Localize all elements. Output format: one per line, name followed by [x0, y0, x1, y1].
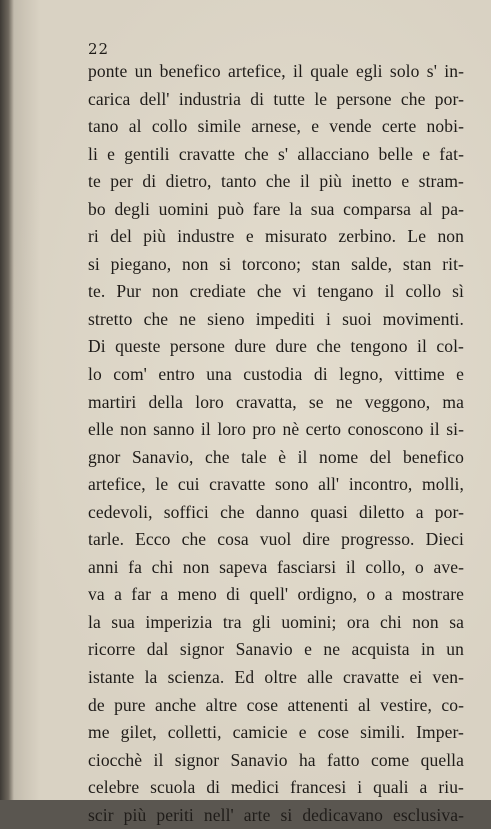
text-line: va a far a meno di quell' ordigno, o a mostrare — [88, 584, 464, 605]
body-text — [88, 58, 464, 829]
text-line: scir più periti nell' arte si dedicavano esclusiva- — [88, 804, 464, 825]
text-line: gnor Sanavio, che tale è il nome del benefico — [88, 446, 464, 467]
text-line: la sua imperizia tra gli uomini; ora chi non sa — [88, 611, 464, 632]
page-number: 22 — [88, 40, 110, 58]
text-line: Di queste persone dure dure che tengono il col- — [88, 336, 464, 357]
text-line: te per di dietro, tanto che il più inetto e stram- — [88, 171, 464, 192]
text-line: elle non sanno il loro pro nè certo conoscono il si- — [88, 419, 464, 440]
text-line: tarle. Ecco che cosa vuol dire progresso. Dieci — [88, 529, 464, 550]
text-line: artefice, le cui cravatte sono all' incontro, molli, — [88, 474, 464, 495]
text-line: tano al collo simile arnese, e vende certe nobi- — [88, 116, 464, 137]
text-line: li e gentili cravatte che s' allacciano belle e fat- — [88, 143, 464, 164]
text-line: martiri della loro cravatta, se ne veggono, ma — [88, 391, 464, 412]
text-line: de pure anche altre cose attenenti al vestire, co- — [88, 694, 464, 715]
text-line: ricorre dal signor Sanavio e ne acquista in un — [88, 639, 464, 660]
book-spine-shadow — [0, 0, 14, 800]
text-line: me gilet, colletti, camicie e cose simili. Imper- — [88, 722, 464, 743]
text-line: ponte un benefico artefice, il quale egli solo s' in- — [88, 61, 464, 81]
text-line: si piegano, non si torcono; stan salde, stan rit- — [88, 253, 464, 274]
text-line: cedevoli, soffici che danno quasi diletto a por- — [88, 501, 464, 522]
text-line: celebre scuola di medici francesi i quali a riu- — [88, 777, 464, 798]
text-line: carica dell' industria di tutte le persone che por- — [88, 88, 464, 109]
text-line: anni fa chi non sapeva fasciarsi il collo, o ave- — [88, 556, 464, 577]
text-line: bo degli uomini può fare la sua comparsa al pa- — [88, 198, 464, 219]
text-line: lo com' entro una custodia di legno, vittime e — [88, 364, 464, 385]
text-line: ri del più industre e misurato zerbino. Le non — [88, 226, 464, 247]
text-line: istante la scienza. Ed oltre alle cravatte ei ven- — [88, 667, 464, 688]
text-line: te. Pur non crediate che vi tengano il collo sì — [88, 281, 464, 302]
text-line: ciocchè il signor Sanavio ha fatto come quella — [88, 749, 464, 770]
text-line: stretto che ne sieno impediti i suoi movimenti. — [88, 308, 464, 329]
